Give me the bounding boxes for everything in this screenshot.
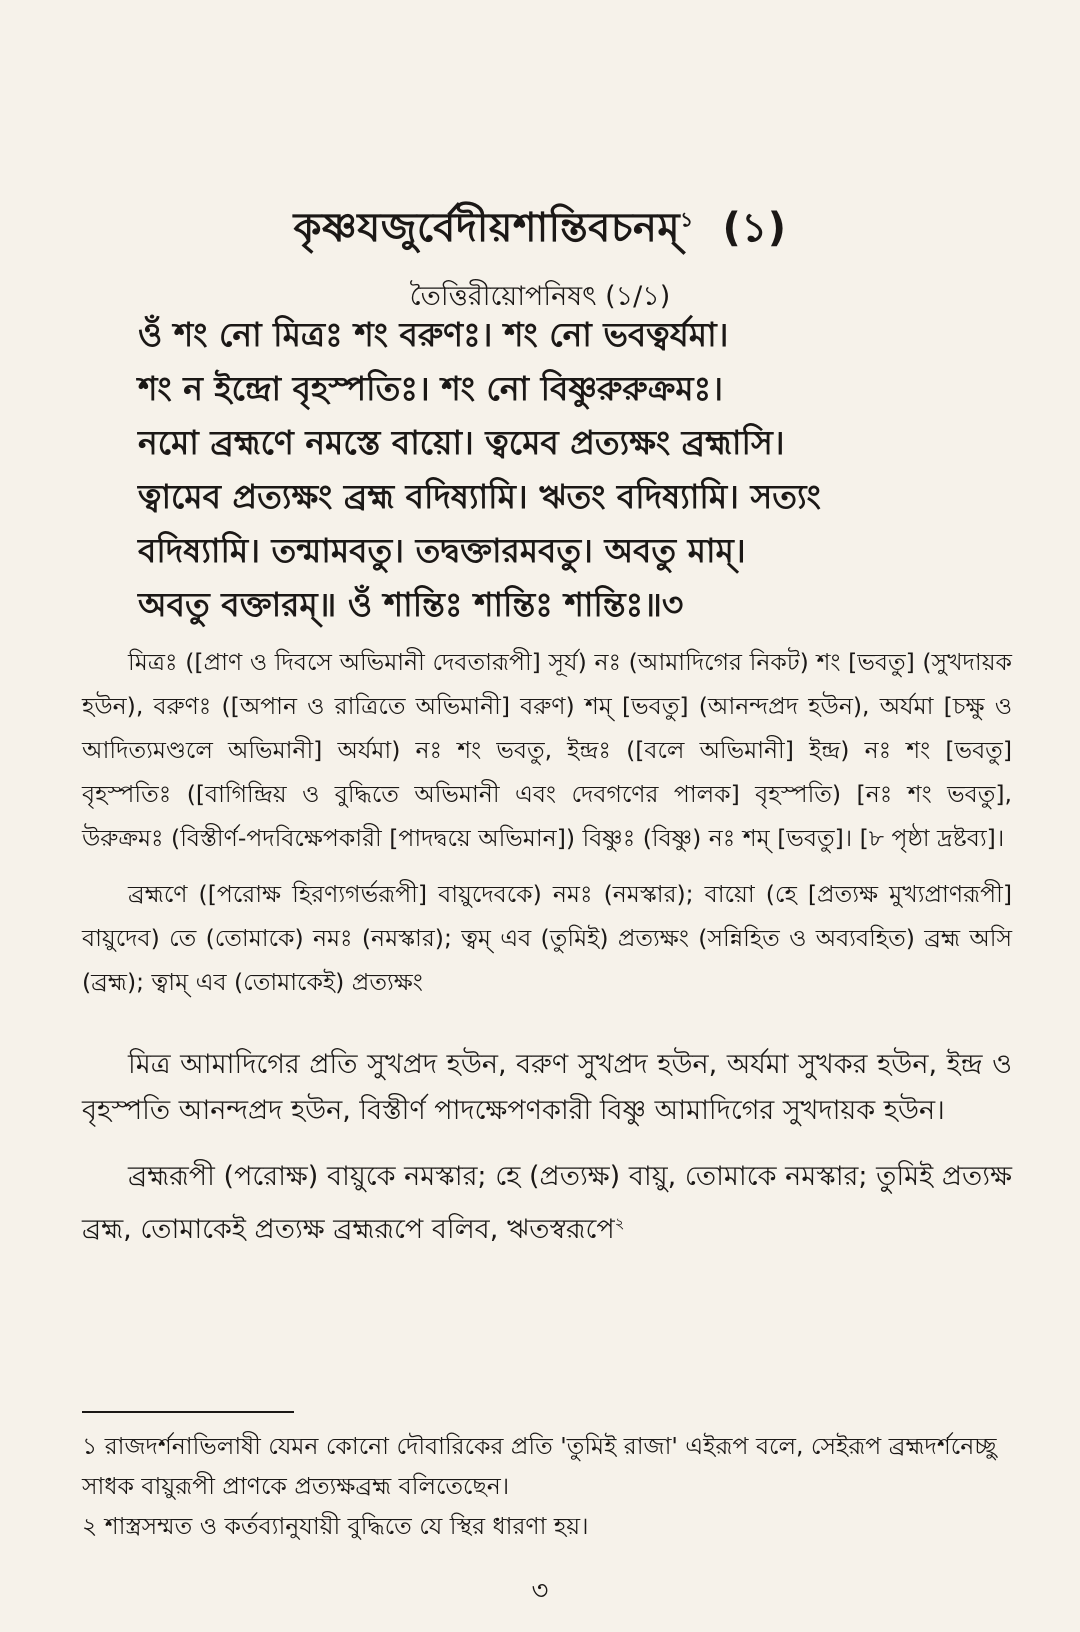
word-commentary — [82, 640, 1012, 1016]
page-number: ৩ — [531, 1576, 549, 1606]
verse-line: নমো ব্রহ্মণে নমস্তে বায়ো। ত্বমেব প্রত্যক্ষং ব্রহ্মাসি। — [138, 423, 785, 462]
subtitle: তৈত্তিরীয়োপনিষৎ (১/১) — [409, 281, 671, 312]
meaning-paragraph: মিত্র আমাদিগের প্রতি সুখপ্রদ হউন, বরুণ সুখপ্রদ হউন, অর্যমা সুখকর হউন, ইন্দ্র ও বৃহস্পতি আনন্দপ্রদ হউন, বিস্তীর্ণ পাদক্ষেপণকারী বিষ্ণু আমাদিগের সুখদায়ক হউন। — [82, 1049, 1012, 1126]
footnote: ১ রাজদর্শনাভিলাষী যেমন কোনো দৌবারিকের প্রতি 'তুমিই রাজা' এইরূপ বলে, সেইরূপ ব্রহ্মদর্শনেচ্ছু সাধক বায়ুরূপী প্রাণকে প্রত্যক্ষব্রহ্ম বলিতেছেন। — [82, 1432, 997, 1500]
footnote: ২ শাস্ত্রসম্মত ও কর্তব্যানুযায়ী বুদ্ধিতে যে স্থির ধারণা হয়। — [82, 1512, 589, 1540]
meaning-footnote-marker: ২ — [614, 1214, 625, 1232]
footnote-divider — [82, 1411, 294, 1413]
verse-line: ওঁ শং নো মিত্রঃ শং বরুণঃ। শং নো ভবত্বর্যমা। — [138, 315, 729, 354]
verse-line: অবতু বক্তারম্॥ ওঁ শান্তিঃ শান্তিঃ শান্তিঃ॥৩ — [138, 585, 684, 624]
commentary-paragraph: মিত্রঃ ([প্রাণ ও দিবসে অভিমানী দেবতারূপী] সূর্য) নঃ (আমাদিগের নিকট) শং [ভবতু] (সুখদায়ক হউন), বরুণঃ ([অপান ও রাত্রিতে অভিমানী] বরুণ) শম্ [ভবতু] (আনন্দপ্রদ হউন), অর্যমা [চক্ষু ও আদিত্যমণ্ডলে অভিমানী] অর্যমা) নঃ শং ভবতু, ইন্দ্রঃ ([বলে অভিমানী] ইন্দ্র) নঃ শং [ভবতু] বৃহস্পতিঃ ([বাগিন্দ্রিয় ও বুদ্ধিতে অভিমানী এবং দেবগণের পালক] বৃহস্পতি) [নঃ শং ভবতু], উরুক্রমঃ (বিস্তীর্ণ-পদবিক্ষেপকারী [পাদদ্বয়ে অভিমান]) বিষ্ণুঃ (বিষ্ণু) নঃ শম্ [ভবতু]। [৮ পৃষ্ঠা দ্রষ্টব্য]। — [82, 648, 1012, 852]
title-footnote-marker: ১ — [680, 207, 694, 232]
verse-line: ত্বামেব প্রত্যক্ষং ব্রহ্ম বদিষ্যামি। ঋতং বদিষ্যামি। সত্যং — [138, 477, 821, 516]
footnotes — [82, 1426, 1012, 1546]
commentary-paragraph: ব্রহ্মণে ([পরোক্ষ হিরণ্যগর্ভরূপী] বায়ুদেবকে) নমঃ (নমস্কার); বায়ো (হে [প্রত্যক্ষ মুখ্যপ্রাণরূপী] বায়ুদেব) তে (তোমাকে) নমঃ (নমস্কার); ত্বম্ এব (তুমিই) প্রত্যক্ষং (সন্নিহিত ও অব্যবহিত) ব্রহ্ম অসি (ব্রহ্ম); ত্বাম্ এব (তোমাকেই) প্রত্যক্ষং — [82, 880, 1012, 996]
title-text: কৃষ্ণযজুর্বেদীয়শান্তিবচনম্ — [293, 205, 681, 251]
verse-line: বদিষ্যামি। তন্মামবতু। তদ্বক্তারমবতু। অবতু মাম্। — [138, 531, 746, 570]
verse-line: শং ন ইন্দ্রো বৃহস্পতিঃ। শং নো বিষ্ণুরুরুক্রমঃ। — [138, 369, 724, 408]
page-title — [0, 196, 1080, 263]
title-number: (১) — [722, 205, 787, 251]
meaning-paragraph-text: ব্রহ্মরূপী (পরোক্ষ) বায়ুকে নমস্কার; হে (প্রত্যক্ষ) বায়ু, তোমাকে নমস্কার; তুমিই প্রত্যক্ষ ব্রহ্ম, তোমাকেই প্রত্যক্ষ ব্রহ্মরূপে বলিব, ঋতস্বরূপে — [82, 1161, 1012, 1245]
sanskrit-verse — [138, 308, 1018, 632]
bengali-meaning — [82, 1042, 1012, 1273]
meaning-paragraph — [82, 1154, 1012, 1253]
